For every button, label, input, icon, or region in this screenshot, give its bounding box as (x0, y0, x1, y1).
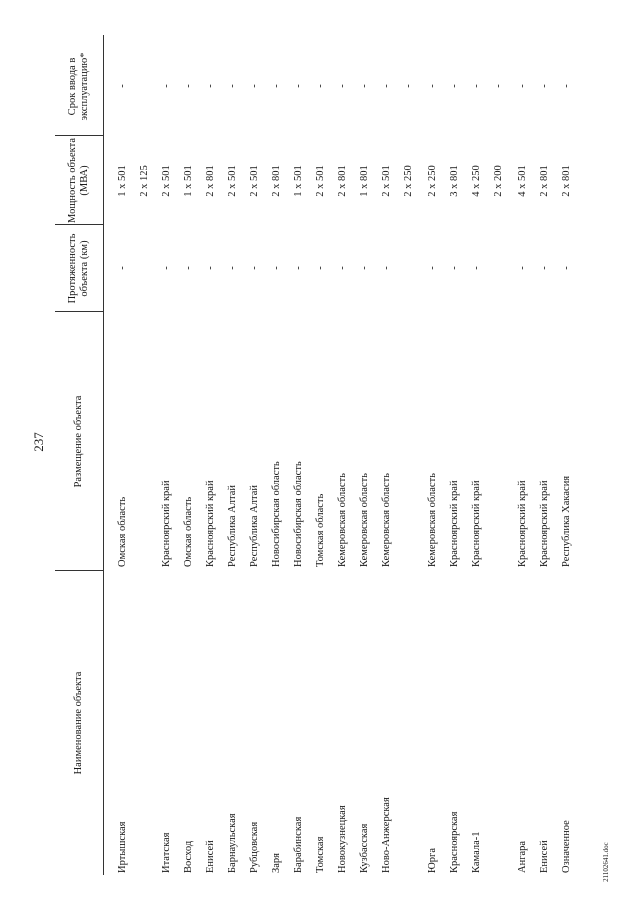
cell-power: 2 x 501 (381, 165, 392, 197)
cell-facility-name: Юрга (427, 847, 438, 873)
cell-length: - (561, 266, 572, 270)
cell-power: 2 x 801 (561, 165, 572, 197)
cell-length: - (227, 266, 238, 270)
cell-length: - (183, 266, 194, 270)
cell-placement: Омская область (117, 496, 128, 567)
cell-length (399, 227, 419, 309)
cell-length: - (337, 266, 348, 270)
cell-power: 2 x 200 (493, 165, 504, 197)
cell-length (489, 227, 509, 309)
cell-date: - (381, 84, 392, 88)
cell-facility-name: Томская (315, 836, 326, 873)
cell-power: 2 x 801 (337, 165, 348, 197)
cell-length: - (471, 266, 482, 270)
cell-placement: Красноярский край (205, 480, 216, 567)
cell-power: 2 x 250 (427, 165, 438, 197)
cell-date: - (183, 84, 194, 88)
header-length: Протяженность объекта (км) (67, 233, 90, 304)
cell-length: - (517, 266, 528, 270)
cell-placement: Омская область (183, 496, 194, 567)
cell-date: - (517, 84, 528, 88)
header-placement: Размещение объекта (73, 395, 84, 488)
cell-power: 2 x 501 (161, 165, 172, 197)
cell-date (135, 39, 155, 133)
cell-length: - (427, 266, 438, 270)
cell-facility-name: Енисей (539, 840, 550, 873)
cell-power: 3 x 801 (449, 165, 460, 197)
cell-power: 2 x 801 (271, 165, 282, 197)
cell-power: 4 x 250 (471, 165, 482, 197)
cell-length: - (359, 266, 370, 270)
cell-facility-name: Новокузнецкая (337, 805, 348, 873)
cell-date: - (471, 84, 482, 88)
cell-facility-name: Красноярская (449, 811, 460, 873)
cell-placement: Новосибирская область (293, 461, 304, 567)
cell-placement: Красноярский край (449, 480, 460, 567)
cell-length: - (293, 266, 304, 270)
facilities-table (55, 35, 600, 875)
cell-placement: Красноярский край (539, 480, 550, 567)
cell-date: - (249, 84, 260, 88)
cell-power: 2 x 501 (227, 165, 238, 197)
cell-facility-name (399, 575, 419, 873)
header-name: Наименование объекта (73, 671, 84, 775)
cell-power: 4 x 501 (517, 165, 528, 197)
cell-placement: Кемеровская область (427, 473, 438, 567)
rotated-table-container (55, 35, 600, 875)
cell-facility-name: Иртышская (117, 821, 128, 873)
cell-date: - (493, 84, 504, 88)
cell-facility-name: Барабинская (293, 816, 304, 873)
cell-date: - (271, 84, 282, 88)
cell-placement (399, 315, 419, 567)
landscape-page (55, 35, 600, 875)
cell-date: - (205, 84, 216, 88)
cell-placement: Красноярский край (517, 480, 528, 567)
cell-power: 1 x 801 (359, 165, 370, 197)
cell-date: - (403, 84, 414, 88)
cell-facility-name: Восход (183, 840, 194, 873)
cell-date: - (227, 84, 238, 88)
cell-length: - (539, 266, 550, 270)
cell-facility-name: Заря (271, 852, 282, 873)
cell-placement: Республика Алтай (249, 484, 260, 567)
cell-facility-name: Камала-1 (471, 831, 482, 873)
cell-length: - (315, 266, 326, 270)
cell-length: - (249, 266, 260, 270)
footer-doc-code: 21102641.doc (602, 842, 610, 882)
cell-length: - (271, 266, 282, 270)
cell-placement (489, 315, 509, 567)
cell-placement: Республика Алтай (227, 484, 238, 567)
cell-placement: Новосибирская область (271, 461, 282, 567)
cell-facility-name: Барнаульская (227, 813, 238, 873)
cell-facility-name (489, 575, 509, 873)
cell-power: 2 x 125 (139, 165, 150, 197)
cell-placement: Томская область (315, 493, 326, 567)
page-number: 237 (31, 432, 46, 452)
cell-date: - (337, 84, 348, 88)
cell-date: - (427, 84, 438, 88)
cell-placement: Кемеровская область (337, 473, 348, 567)
cell-facility-name (135, 575, 155, 873)
cell-placement (135, 315, 155, 567)
header-power: Мощность объекта (МВА) (67, 138, 90, 223)
cell-placement: Республика Хакасия (561, 475, 572, 567)
cell-facility-name: Ангара (517, 840, 528, 873)
cell-length: - (449, 266, 460, 270)
cell-facility-name: Итатская (161, 832, 172, 873)
cell-length: - (117, 266, 128, 270)
cell-length: - (205, 266, 216, 270)
cell-placement: Красноярский край (471, 480, 482, 567)
cell-facility-name: Ново-Анжерская (381, 797, 392, 873)
cell-date: - (161, 84, 172, 88)
header-divider (103, 35, 104, 875)
cell-facility-name: Рубцовская (249, 821, 260, 873)
cell-power: 2 x 250 (403, 165, 414, 197)
cell-date: - (359, 84, 370, 88)
cell-power: 1 x 501 (293, 165, 304, 197)
cell-power: 2 x 501 (315, 165, 326, 197)
cell-length: - (161, 266, 172, 270)
cell-date: - (315, 84, 326, 88)
cell-placement: Кемеровская область (381, 473, 392, 567)
cell-power: 2 x 801 (205, 165, 216, 197)
cell-date: - (293, 84, 304, 88)
cell-length: - (381, 266, 392, 270)
cell-power: 2 x 801 (539, 165, 550, 197)
cell-date: - (117, 84, 128, 88)
cell-power: 1 x 501 (183, 165, 194, 197)
cell-facility-name: Енисей (205, 840, 216, 873)
cell-power: 2 x 501 (249, 165, 260, 197)
cell-date: - (449, 84, 460, 88)
cell-facility-name: Кузбасская (359, 823, 370, 873)
cell-placement: Красноярский край (161, 480, 172, 567)
cell-length (135, 227, 155, 309)
cell-placement: Кемеровская область (359, 473, 370, 567)
cell-date: - (561, 84, 572, 88)
cell-power: 1 x 501 (117, 165, 128, 197)
header-date: Срок ввода в эксплуатацию* (67, 52, 90, 121)
cell-facility-name: Означенное (561, 820, 572, 873)
cell-date: - (539, 84, 550, 88)
